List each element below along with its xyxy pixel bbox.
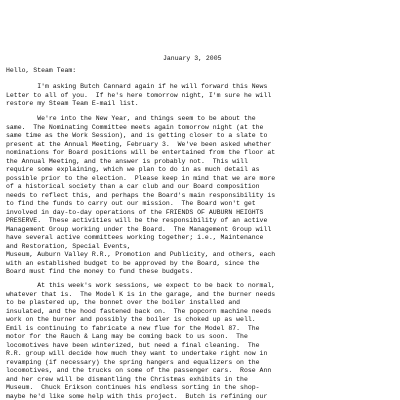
letter-date: January 3, 2005 bbox=[163, 55, 222, 62]
paragraph-line: locomotives have been winterized, but need a final cleaning. The bbox=[6, 341, 260, 349]
paragraph-line: maybe he'd like some help with this project. Butch is refining our bbox=[6, 392, 268, 400]
paragraph-line: PRESERVE. These activities will be the responsibility of an active bbox=[6, 217, 268, 224]
paragraph-line: R.R. group will decide how much they want to undertake right now in bbox=[6, 350, 268, 357]
paragraph-line: same. The Nominating Committee meets again tomorrow night (at the bbox=[6, 123, 264, 131]
paragraph-news-letter bbox=[6, 83, 398, 109]
paragraph-line: motor for the Rauch & Lang may be coming back to us soon. The bbox=[6, 333, 248, 340]
paragraph-line: We're into the New Year, and things seem to be about the bbox=[6, 115, 256, 122]
paragraph-line: same time as the Work Session), and is getting closer to a slate to bbox=[6, 132, 268, 139]
paragraph-line: Museum. Chuck Erikson continues his endless sorting in the shop- bbox=[6, 384, 260, 391]
paragraph-line: nominations for Board positions will be entertained from the floor at bbox=[6, 149, 276, 156]
paragraph-line: whatever that is. The Model K is in the garage, and the burner needs bbox=[6, 290, 276, 298]
paragraph-line: Museum, Auburn Valley R.R., Promotion and Publicity, and others, each bbox=[6, 251, 276, 258]
paragraph-line: Management Group working under the Board. The Management Group will bbox=[6, 225, 272, 233]
paragraph-line: needs to reflect this, and perhaps the Board's main responsibility is bbox=[6, 191, 276, 199]
paragraph-line: Letter to all of you. If he's here tomorrow night, I'm sure he will bbox=[6, 91, 272, 99]
paragraph-line: the Annual Meeting, and the answer is probably not. This will bbox=[6, 157, 248, 165]
paragraph-line: Emil is continuing to fabricate a new flue for the Model 87. The bbox=[6, 324, 260, 332]
paragraph-line: At this week's work sessions, we expect to be back to normal, bbox=[6, 282, 276, 289]
paragraph-line: to find the funds to carry out our mission. The Board won't get bbox=[6, 200, 256, 207]
paragraph-line: insulated, and the hood fastened back on. The popcorn machine needs bbox=[6, 307, 272, 315]
paragraph-line: possible prior to the election. Please keep in mind that we are more bbox=[6, 174, 276, 182]
paragraph-line: locomotives, and the trucks on some of the passenger cars. Rose Ann bbox=[6, 367, 272, 374]
paragraph-line: require some explaining, which we plan to do in as much detail as bbox=[6, 166, 260, 173]
paragraph-line: of a historical society than a car club and our Board composition bbox=[6, 183, 260, 190]
paragraph-line: restore my Steam Team E-mail list. bbox=[6, 100, 139, 107]
paragraph-line: present at the Annual Meeting, February 3. We've been asked whether bbox=[6, 140, 272, 148]
paragraph-line: to be plastered up, the bonnet over the boiler installed and bbox=[6, 299, 241, 306]
letter-greeting: Hello, Steam Team: bbox=[6, 67, 77, 74]
paragraph-line: involved in day-to-day operations of the FRIENDS OF AUBURN HEIGHTS bbox=[6, 208, 264, 216]
paragraph-line: and Restoration, Special Events, bbox=[6, 242, 131, 250]
paragraph-line: Board must find the money to fund these budgets. bbox=[6, 268, 194, 275]
paragraph-line: have several active committees working together; i.e., Maintenance bbox=[6, 234, 264, 241]
paragraph-line: revamping (if necessary) the spring hangers and equalizers on the bbox=[6, 358, 260, 366]
paragraph-line: I'm asking Butch Cannard again if he will forward this News bbox=[6, 83, 268, 90]
paragraph-work-sessions bbox=[6, 282, 398, 400]
paragraph-line: and her crew will be dismantling the Christmas exhibits in the bbox=[6, 375, 248, 383]
paragraph-line: with an established budget to be approved by the Board, since the bbox=[6, 259, 260, 267]
paragraph-line: work on the burner and possibly the boiler is choked up as well. bbox=[6, 316, 256, 323]
paragraph-nominating-committee bbox=[6, 115, 398, 277]
